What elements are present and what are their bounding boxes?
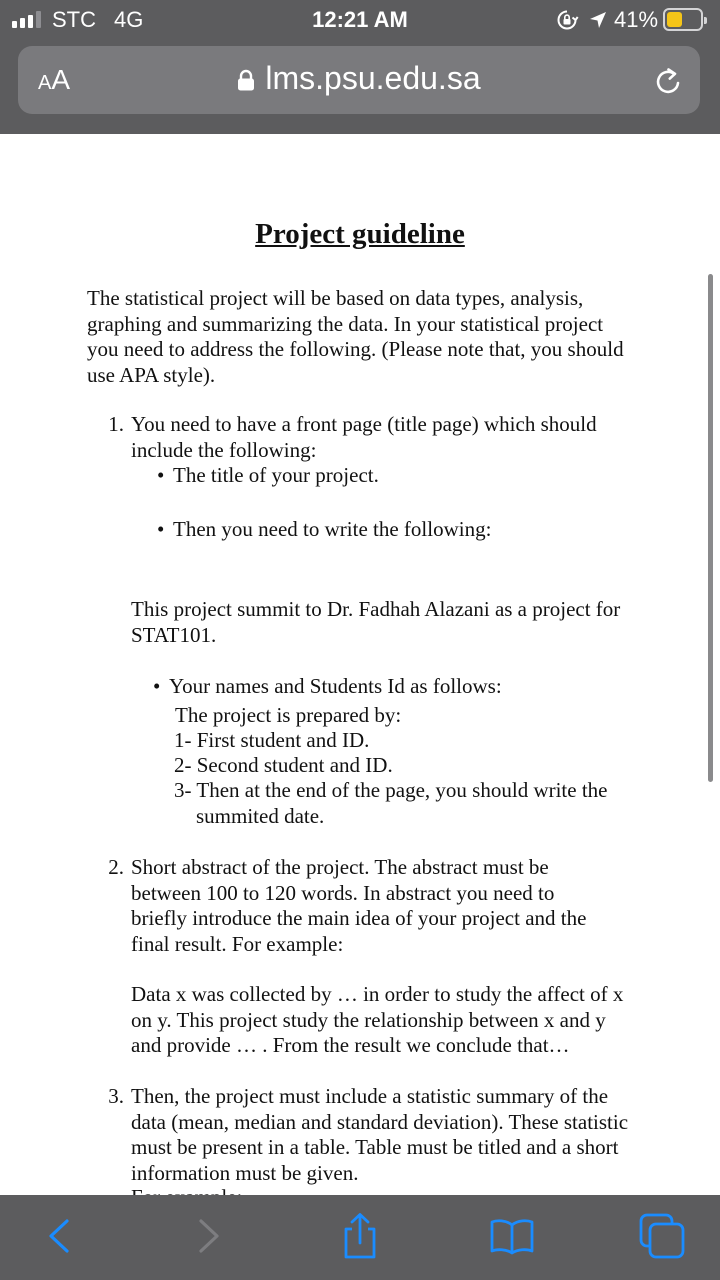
share-button[interactable] [335,1211,385,1261]
text-size-button[interactable]: AA [38,64,71,95]
bullet-icon: • [157,517,165,541]
bullet-text: Your names and Students Id as follows: [169,674,502,698]
lock-icon [237,69,255,91]
carrier-name: STC [52,7,96,32]
web-page-content [0,134,720,1195]
battery-icon [663,8,703,31]
browser-chrome-top [0,0,720,134]
status-time: 12:21 AM [312,7,408,32]
list-item-text: Then, the project must include a statistic summary of the data (mean, median and standard deviation). These statistic must be present in a table. Table must be titled and a short information must be given. [131,1084,629,1185]
bullet-text: Then you need to write the following: [173,517,492,541]
bookmarks-button[interactable] [487,1211,537,1261]
orientation-lock-icon [556,9,578,31]
list-number: 1. [108,412,124,436]
address-bar[interactable] [18,46,700,114]
tabs-button[interactable] [637,1211,687,1261]
summit-paragraph: This project summit to Dr. Fadhah Alazani as a project for STAT101. [131,597,621,647]
bullet-icon: • [153,674,161,698]
page-title: Project guideline [255,218,465,250]
list-number: 3. [108,1084,124,1108]
intro-paragraph: The statistical project will be based on data types, analysis, graphing and summarizing the data. In your statistical project you need to address the following. (Please note that, you should use APA style). [87,286,624,387]
student-list-item: 3- Then at the end of the page, you should write the [174,778,608,802]
network-type: 4G [114,7,144,32]
prepared-by-text: The project is prepared by: [175,703,402,727]
browser-toolbar [0,1195,720,1280]
list-item-text: Short abstract of the project. The abstract must be between 100 to 120 words. In abstract you need to briefly introduce the main idea of your project and the final result. For example: [131,855,587,956]
back-button[interactable] [35,1211,85,1261]
forward-button[interactable] [183,1211,233,1261]
list-number: 2. [108,855,124,879]
student-list-item-cont: summited date. [196,804,325,828]
student-list-item: 1- First student and ID. [174,728,370,752]
url-text: lms.psu.edu.sa [265,60,481,96]
bullet-icon: • [157,463,165,487]
reload-icon[interactable] [652,64,686,98]
status-bar [0,0,720,40]
example-paragraph: Data x was collected by … in order to study the affect of x on y. This project study the relationship between x and y and provide … . From the result we conclude that… [131,982,624,1057]
url-field[interactable] [18,60,700,97]
student-list-item: 2- Second student and ID. [174,753,393,777]
location-arrow-icon [588,10,608,30]
battery-percent: 41% [614,7,659,32]
list-item-text: You need to have a front page (title page) which should include the following: [131,412,597,462]
scrollbar[interactable] [708,274,713,782]
bullet-text: The title of your project. [173,463,379,487]
